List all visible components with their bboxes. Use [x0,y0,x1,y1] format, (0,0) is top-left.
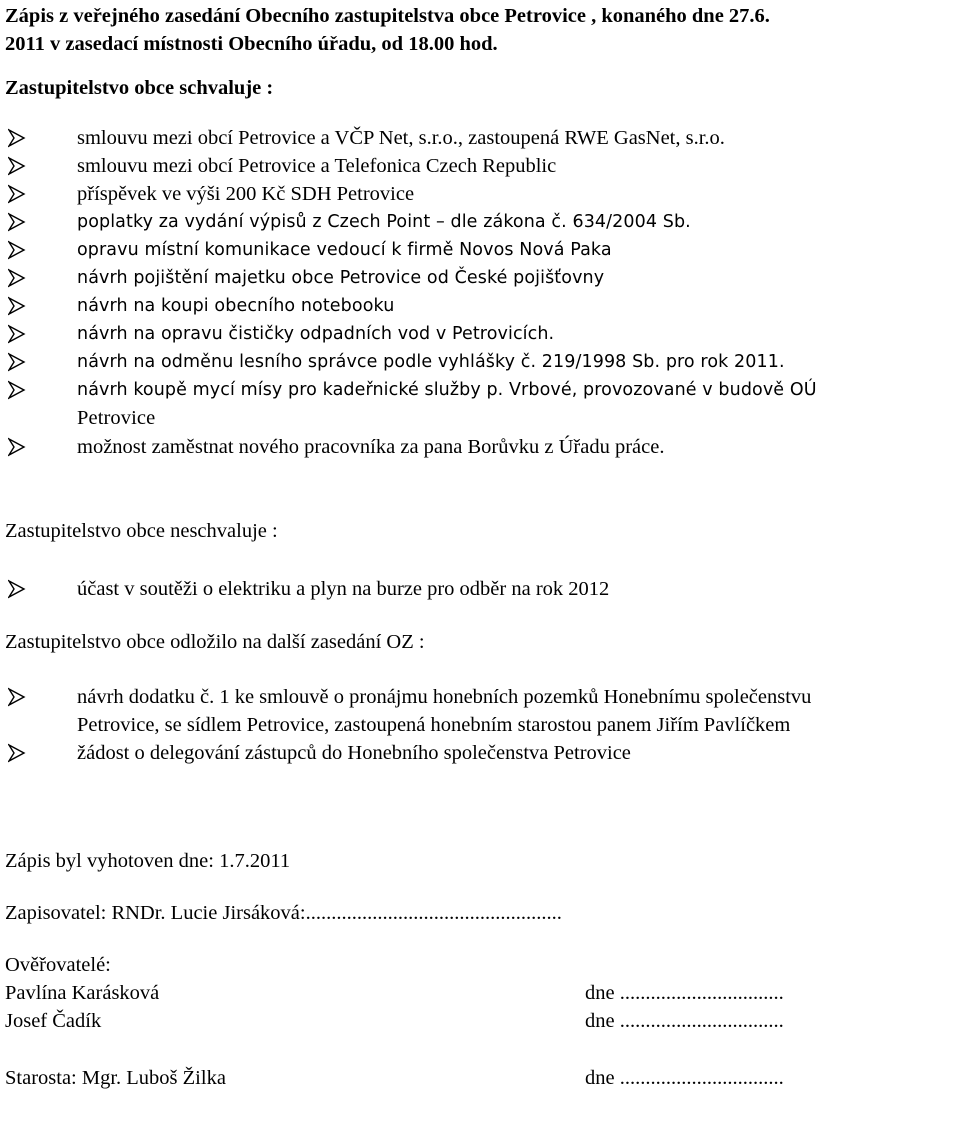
written-date: Zápis byl vyhotoven dne: 1.7.2011 [5,850,291,872]
arrow-bullet-icon [8,208,26,236]
list-item-text: smlouvu mezi obcí Petrovice a Telefonica Czech Republic [77,155,557,177]
list-item [5,739,955,767]
arrow-bullet-icon [8,152,26,180]
list-item [5,152,955,180]
list-item-text: opravu místní komunikace vedoucí k firmě Novos Nová Paka [77,240,612,260]
postponed-list [5,683,955,767]
rejected-list [5,575,955,603]
list-item [5,208,955,236]
arrow-bullet-icon [8,236,26,264]
list-item-text: možnost zaměstnat nového pracovníka za pana Borůvku z Úřadu práce. [77,436,665,458]
list-item [5,292,955,320]
arrow-bullet-icon [8,575,26,603]
list-item-text: smlouvu mezi obcí Petrovice a VČP Net, s.r.o., zastoupená RWE GasNet, s.r.o. [77,127,725,149]
verifier-date-1: dne ................................ [585,982,784,1004]
list-item [5,376,955,433]
list-item [5,348,955,376]
verifier-name-1: Pavlína Karásková [5,982,160,1004]
mayor-row [5,1064,955,1092]
verifier-row-2 [5,1007,955,1035]
header-line-1: Zápis z veřejného zasedání Obecního zastupitelstva obce Petrovice , konaného dne 27.6. [5,5,770,27]
list-item [5,264,955,292]
list-item-text: žádost o delegování zástupců do Honebního společenstva Petrovice [77,742,631,764]
list-item-text: příspěvek ve výši 200 Kč SDH Petrovice [77,183,415,205]
verifier-row-1 [5,979,955,1007]
list-item-text-continuation: Petrovice, se sídlem Petrovice, zastoupená honebním starostou panem Jiřím Pavlíčkem [77,714,791,736]
recorder-line: Zapisovatel: RNDr. Lucie Jirsáková:.................................................. [5,902,562,924]
list-item-text: návrh koupě mycí mísy pro kadeřnické služby p. Vrbové, provozované v budově OÚ [77,380,817,400]
arrow-bullet-icon [8,433,26,461]
list-item [5,236,955,264]
rejected-heading: Zastupitelstvo obce neschvaluje : [5,520,278,542]
list-item-text: návrh dodatku č. 1 ke smlouvě o pronájmu honebních pozemků Honebnímu společenstvu [77,686,812,708]
list-item [5,320,955,348]
arrow-bullet-icon [8,320,26,348]
list-item-text: návrh na odměnu lesního správce podle vyhlášky č. 219/1998 Sb. pro rok 2011. [77,352,785,372]
minutes-document [5,2,955,1092]
verifier-name-2: Josef Čadík [5,1010,102,1032]
list-item-text: účast v soutěži o elektriku a plyn na burze pro odběr na rok 2012 [77,578,610,600]
arrow-bullet-icon [8,292,26,320]
list-item [5,124,955,152]
postponed-heading: Zastupitelstvo obce odložilo na další zasedání OZ : [5,631,425,653]
arrow-bullet-icon [8,180,26,208]
arrow-bullet-icon [8,683,26,711]
arrow-bullet-icon [8,376,26,404]
arrow-bullet-icon [8,264,26,292]
list-item-text: návrh pojištění majetku obce Petrovice od České pojišťovny [77,268,605,288]
verifier-date-2: dne ................................ [585,1010,784,1032]
list-item-text-continuation: Petrovice [77,407,156,429]
arrow-bullet-icon [8,739,26,767]
list-item [5,575,955,603]
approved-list [5,124,955,461]
list-item-text: návrh na opravu čističky odpadních vod v Petrovicích. [77,324,555,344]
list-item [5,683,955,739]
approved-heading: Zastupitelstvo obce schvaluje : [5,77,274,99]
list-item-text: poplatky za vydání výpisů z Czech Point – dle zákona č. 634/2004 Sb. [77,212,691,232]
list-item [5,180,955,208]
mayor-name: Starosta: Mgr. Luboš Žilka [5,1067,226,1089]
verifiers-label: Ověřovatelé: [5,954,111,976]
mayor-date: dne ................................ [585,1067,784,1089]
list-item [5,433,955,461]
arrow-bullet-icon [8,124,26,152]
document-header [5,2,955,58]
list-item-text: návrh na koupi obecního notebooku [77,296,395,316]
arrow-bullet-icon [8,348,26,376]
header-line-2: 2011 v zasedací místnosti Obecního úřadu, od 18.00 hod. [5,33,498,55]
